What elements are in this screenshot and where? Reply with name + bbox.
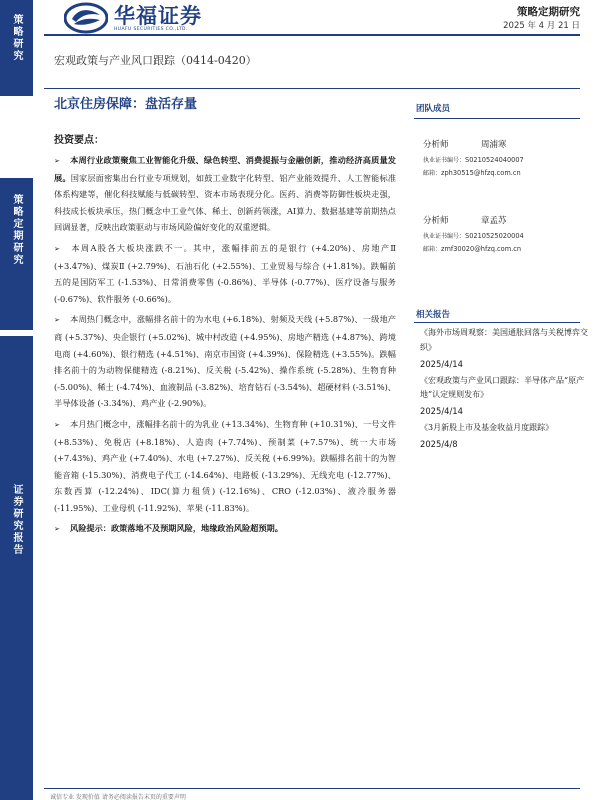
arrow-bullet-icon: ➢ (54, 316, 60, 325)
related-report-title[interactable]: 《海外市场周观察：美国通胀回落与关税博弈交织》 (420, 328, 588, 352)
analyst-email[interactable]: zmf30020@hfzq.com.cn (441, 245, 522, 253)
cert-number: S0210524040007 (465, 156, 524, 164)
summary-paragraph (54, 416, 396, 517)
risk-text: 风险提示：政策落地不及预期风险，地缘政治风险超预期。 (70, 523, 283, 534)
sidebar-label: 策略定期研究 (11, 194, 22, 266)
summary-text: 本周A股各大板块涨跌不一。其中，涨幅排前五的是银行 (+4.20%)、房地产Ⅱ (+3.47%)、煤炭Ⅱ (+2.79%)、石油石化 (+2.55%)、工业贸易与综合 (+1.81%)。跌幅前五的是国防军工 (-1.53%)、日常消费零售 (-0.86%)、半导体 (-0.77%)、医疗设备与服务 (-0.67%)、软件服务 (-0.66%)。 (54, 242, 396, 304)
title-divider (44, 88, 580, 89)
related-report-title[interactable]: 《3月新股上市及基金收益月度跟踪》 (420, 423, 554, 433)
arrow-bullet-icon: ➢ (54, 420, 60, 429)
brand-logo (64, 2, 202, 34)
analyst-role: 分析师 (423, 140, 449, 150)
arrow-bullet-icon: ➢ (54, 157, 60, 165)
brand-name: 华福证券 (114, 3, 202, 28)
summary-lead: 本周行业政策聚焦工业智能化升级、绿色转型、消费提振与金融创新，推动经济高质量发展。 (54, 155, 396, 183)
related-report-title[interactable]: 《宏观政策与产业风口跟踪：半导体产品“原产地”认定规则发布》 (420, 375, 585, 400)
summary-heading: 投资要点： (54, 135, 104, 146)
summary-text: 本周热门概念中，涨幅排名前十的为水电 (+6.18%)、射频及天线 (+5.87%)、一级地产商 (+5.37%)、央企银行 (+5.02%)、城中村改造 (+4.95%)、房地产精选 (+4.87%)、跨境电商 (+4.60%)、银行精选 (+4.51%)、南京市国资 (+4.39%)、保险精选 (+3.55%)。跌幅排名前十的为动物保健精选 (-8.21%)、反关税 (-5.42%)、操作系统 (-5.28%)、生物育种 (-5.00%)、稀土 (-4.74%)、血液制品 (-3.82%)、培育钻石 (-3.54%)、超硬材料 (-3.51%)、半导体设备 (-3.34%)、鸡产业 (-2.90%)。 (54, 314, 396, 409)
cert-number: S0210525020004 (465, 232, 524, 240)
summary-paragraph (54, 152, 396, 236)
arrow-bullet-icon: ➢ (54, 525, 60, 534)
analyst-email[interactable]: zph30515@hfzq.com.cn (441, 169, 521, 177)
report-date: 2025 年 4 月 21 日 (503, 21, 580, 31)
summary-body (54, 152, 396, 538)
risk-paragraph (54, 520, 396, 538)
sidebar-label: 策略研究 (11, 14, 22, 62)
page-title: 北京住房保障：盘活存量 (54, 97, 198, 112)
related-report-date: 2025/4/14 (420, 406, 463, 417)
analyst-name: 周浦寒 (481, 140, 507, 150)
related-report-date: 2025/4/8 (420, 438, 458, 449)
summary-text: 本月热门概念中，涨幅排名前十的为乳业 (+13.34%)、生物育种 (+10.31%)、一号文件 (+8.53%)、免税店 (+8.18%)、人造肉 (+7.74%)、预制菜 (+7.57%)、统一大市场 (+7.43%)、鸡产业 (+7.40%)、水电 (+7.27%)、反关税 (+6.99%)。跌幅排名前十的为智能音箱 (-15.30%)、消费电子代工 (-14.64%)、电路板 (-13.29%)、无线充电 (-12.77%)、东数西算 (-12.24%)、IDC(算力租赁) (-12.16%)、CRO (-12.03%)、液冷服务器 (-11.95%)、工业母机 (-11.92%)、苹果 (-11.83%)。 (54, 418, 396, 513)
report-type: 策略定期研究 (517, 6, 580, 18)
cert-label: 执业证书编号： (423, 233, 466, 240)
arrow-bullet-icon: ➢ (54, 244, 60, 253)
analyst-card (423, 138, 524, 180)
sidebar-label: 证券研究报告 (11, 484, 22, 556)
summary-paragraph (54, 311, 396, 412)
report-series: 宏观政策与产业风口跟踪（0414-0420） (54, 54, 257, 67)
analyst-name: 章孟苏 (481, 216, 507, 226)
cert-label: 执业证书编号： (423, 157, 466, 164)
team-divider (414, 118, 580, 119)
left-sidebar (0, 0, 33, 800)
related-list (420, 326, 588, 454)
sidebar-block-report (0, 336, 33, 800)
sidebar-block-type (0, 178, 33, 330)
email-label: 邮箱： (423, 246, 442, 253)
sidebar-block-category (0, 0, 33, 96)
analyst-card (423, 214, 524, 256)
related-divider (414, 322, 580, 323)
footer-disclaimer: 诚信专业 发现价值 请务必阅读报告末页的重要声明 (50, 794, 186, 800)
summary-paragraph (54, 240, 396, 307)
footer-divider (44, 788, 580, 789)
related-heading: 相关报告 (416, 310, 451, 320)
analyst-role: 分析师 (423, 216, 449, 226)
brand-name-en: HUAFU SECURITIES CO.,LTD. (114, 26, 188, 32)
related-report-date: 2025/4/14 (420, 358, 463, 369)
team-heading: 团队成员 (416, 104, 451, 114)
brand-mark-icon (64, 2, 108, 34)
email-label: 邮箱： (423, 170, 442, 177)
summary-text: 国家层面密集出台行业专项规划，如鼓工业数字化转型、铝产业能效提升、人工智能标准体系构建等，催化科技赋能与低碳转型、资本市场表现分化。医药、消费等防御性板块走强，科技成长板块承压，热门概念中工业气体、稀土、创新药领涨，AI算力、数据基建等前期热点回调显著，反映出政策驱动与市场风险偏好变化的双重逻辑。 (54, 172, 396, 233)
header-divider (44, 34, 580, 36)
